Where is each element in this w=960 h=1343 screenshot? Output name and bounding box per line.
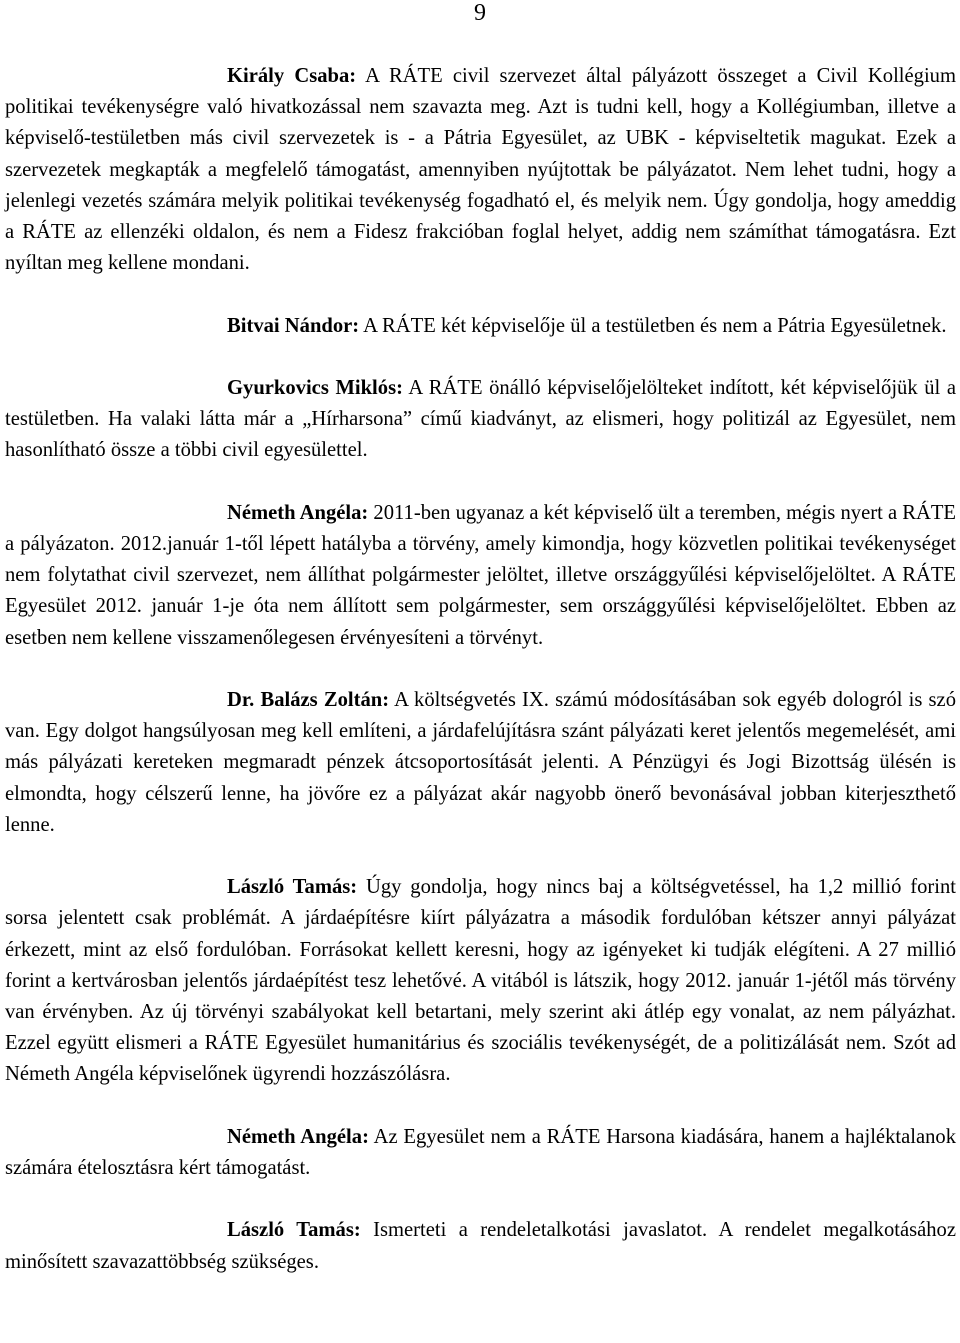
paragraph-balazs-zoltan (5, 685, 956, 841)
document-body (5, 61, 956, 1278)
speaker-name: László Tamás: (227, 1219, 361, 1242)
paragraph-gyurkovics-miklos (5, 373, 956, 467)
page-number: 9 (474, 0, 486, 26)
paragraph-text: A költségvetés IX. számú módosításában sok egyéb dologról is szó van. Egy dolgot hangsúlyosan meg kell említeni, a járdafelújításra szánt pályázati keret jelentős megemelését, ami más pályázati kereteken megmaradt pénzek átcsoportosítását jelenti. A Pénzügyi és Jogi Bizottság ülésén is elmondta, hogy célszerű lenne, ha jövőre ez a pályázat akár nagyobb önerő bevonásával jobban kiterjeszthető lenne. (5, 689, 956, 836)
speaker-name: Gyurkovics Miklós: (227, 377, 403, 399)
speaker-name: László Tamás: (227, 876, 358, 899)
paragraph-nemeth-angela (5, 498, 956, 654)
paragraph-text: A RÁTE civil szervezet által pályázott összeget a Civil Kollégium politikai tevékenységre való hivatkozással nem szavazta meg. Azt is tudni kell, hogy a Kollégiumban, illetve a képviselő-testületben más civil szervezetek is - a Pátria Egyesület, az UBK - képviseltetik magukat. Ezek a szervezetek megkapták a megfelelő támogatást, amennyiben nyújtottak be pályázatot. Nem lehet tudni, hogy a jelenlegi vezetés számára melyik politikai tevékenység fogadható el, és melyik nem. Úgy gondolja, hogy ameddig a RÁTE az ellenzéki oldalon, és nem a Fidesz frakcióban foglal helyet, addig nem számíthat támogatásra. Ezt nyíltan meg kellene mondani. (5, 65, 956, 275)
paragraph-text: 2011-ben ugyanaz a két képviselő ült a teremben, mégis nyert a RÁTE a pályázaton. 2012.január 1-től lépett hatályba a törvény, amely kimondja, hogy közvetlen politikai tevékenységet nem folytathat civil szervezet, nem állíthat polgármester jelöltet, illetve országgyűlési képviselőjelöltet. A RÁTE Egyesület 2012. január 1-je óta nem állított sem polgármester, sem országgyűlési képviselőjelöltet. Ebben az esetben nem kellene visszamenőlegesen érvényesíteni a törvényt. (5, 501, 956, 649)
paragraph-kiraly-csaba (5, 61, 956, 279)
paragraph-text: Úgy gondolja, hogy nincs baj a költségvetéssel, ha 1,2 millió forint sorsa jelentett csak problémát. A járdaépítésre kiírt pályázatra a második fordulóban kétszer annyi pályázat érkezett, mint az első fordulóban. Forrásokat kellett keresni, hogy az igényeket ki tudják elégíteni. A 27 millió forint a kertvárosban jelentős járdaépítést tesz lehetővé. A vitából is látszik, hogy 2012. január 1-jétől más törvény van érvényben. Az új törvényi szabályokat kell betartani, mely szerint aki átlép egy vonalat, az nem pályázhat. Ezzel együtt elismeri a RÁTE Egyesület humanitárius és szociális tevékenységét, de a politizálását nem. Szót ad Németh Angéla képviselőnek ügyrendi hozzászólásra. (5, 876, 956, 1086)
speaker-name: Bitvai Nándor: (227, 314, 360, 337)
paragraph-text: Ismerteti a rendeletalkotási javaslatot. A rendelet megalkotásához minősített szavazattöbbség szükséges. (5, 1219, 956, 1273)
paragraph-bitvai-nandor (5, 311, 956, 342)
paragraph-laszlo-tamas (5, 872, 956, 1090)
paragraph-text: A RÁTE önálló képviselőjelölteket indított, két képviselőjük ül a testületben. Ha valaki látta már a „Hírharsona” című kiadványt, az elismeri, hogy politizál az Egyesület, nem hasonlítható össze a többi civil egyesülettel. (5, 377, 957, 462)
paragraph-text: A RÁTE két képviselője ül a testületben és nem a Pátria Egyesületnek. (359, 314, 947, 337)
speaker-name: Dr. Balázs Zoltán: (227, 689, 390, 711)
speaker-name: Németh Angéla: (227, 501, 369, 524)
paragraph-laszlo-tamas-2 (5, 1215, 956, 1277)
speaker-name: Király Csaba: (227, 65, 357, 87)
paragraph-nemeth-angela-2 (5, 1122, 956, 1184)
speaker-name: Németh Angéla: (227, 1125, 369, 1148)
paragraph-text: Az Egyesület nem a RÁTE Harsona kiadására, hanem a hajléktalanok számára ételosztásra kért támogatást. (5, 1125, 956, 1180)
